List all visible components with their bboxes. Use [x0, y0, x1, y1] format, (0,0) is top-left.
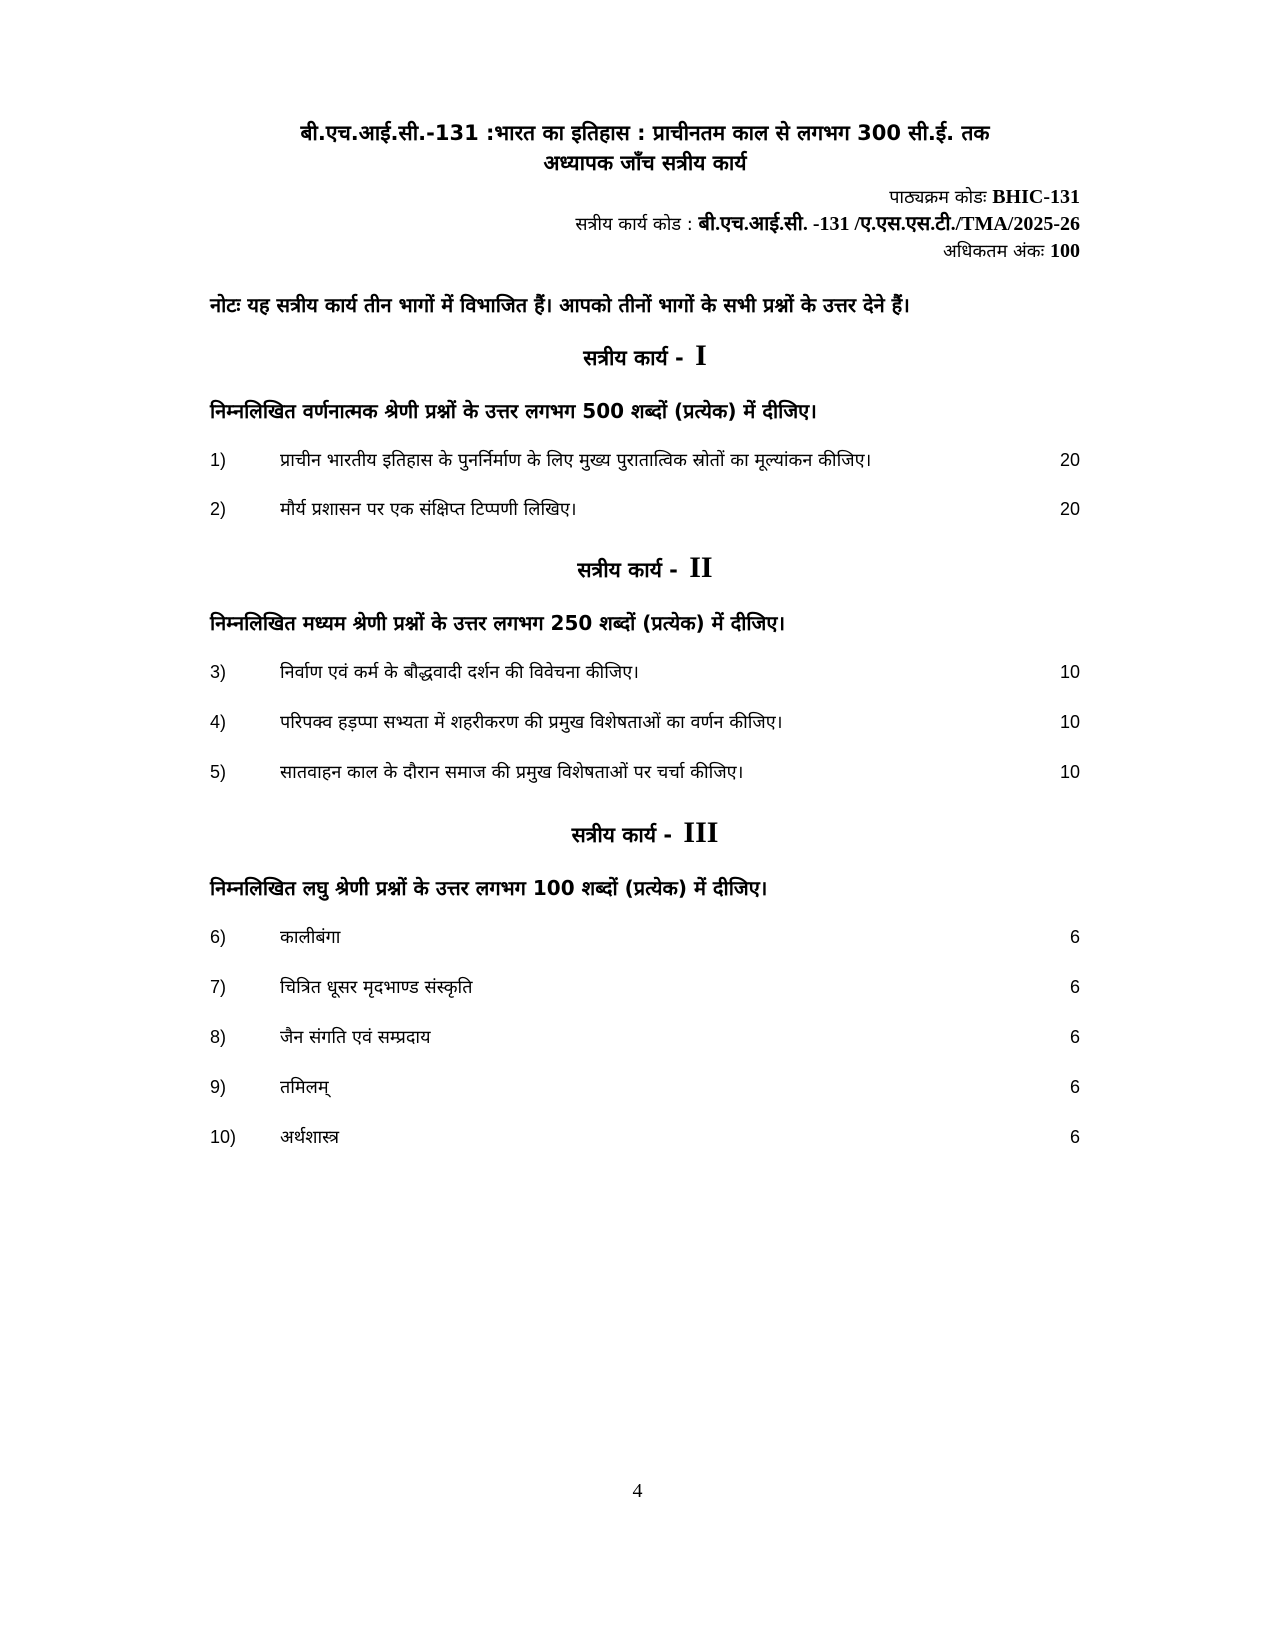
assignment-code: बी.एच.आई.सी. -131 /ए.एस.एस.टी./TMA/2025-26: [698, 213, 1080, 235]
section-heading: [210, 551, 1080, 587]
question-number: 10): [210, 1127, 237, 1147]
question-text: तमिलम्: [280, 1077, 329, 1098]
question-text: चित्रित धूसर मृदभाण्ड संस्कृति: [280, 977, 473, 998]
section-numeral: I: [695, 339, 707, 372]
section-3: [210, 816, 1080, 1151]
section-2: [210, 551, 1080, 786]
question-item: [210, 659, 1080, 686]
document-subtitle: अध्यापक जाँच सत्रीय कार्य: [543, 151, 747, 175]
section-instruction: निम्नलिखित लघु श्रेणी प्रश्नों के उत्तर लगभग 100 शब्दों (प्रत्येक) में दीजिए।: [210, 876, 768, 900]
document-page: [210, 118, 1080, 1151]
question-text: सातवाहन काल के दौरान समाज की प्रमुख विशेषताओं पर चर्चा कीजिए।: [280, 762, 744, 783]
question-item: [210, 1074, 1080, 1101]
question-item: [210, 924, 1080, 951]
page-number: 4: [632, 1480, 643, 1502]
question-number: 5): [210, 762, 227, 782]
document-title: बी.एच.आई.सी.-131 :भारत का इतिहास : प्राचीनतम काल से लगभग 300 सी.ई. तक: [300, 121, 990, 145]
section-instruction: निम्नलिखित मध्यम श्रेणी प्रश्नों के उत्तर लगभग 250 शब्दों (प्रत्येक) में दीजिए।: [210, 611, 786, 635]
question-number: 2): [210, 499, 227, 519]
question-number: 4): [210, 712, 227, 732]
question-marks: 10: [1059, 712, 1080, 732]
question-number: 7): [210, 977, 227, 997]
section-heading: [210, 816, 1080, 852]
question-marks: 6: [1069, 1027, 1080, 1047]
question-number: 9): [210, 1077, 227, 1097]
assignment-code-label: सत्रीय कार्य कोड :: [575, 214, 693, 235]
question-text: प्राचीन भारतीय इतिहास के पुनर्निर्माण के लिए मुख्य पुरातात्विक स्रोतों का मूल्यांकन कीजिए।: [280, 450, 872, 471]
question-item: [210, 496, 1080, 523]
section-heading-label: सत्रीय कार्य -: [571, 823, 673, 847]
section-numeral: II: [689, 551, 713, 584]
question-item: [210, 974, 1080, 1001]
question-marks: 20: [1059, 499, 1080, 519]
max-marks-label: अधिकतम अंकः: [943, 241, 1045, 262]
course-code-label: पाठ्यक्रम कोडः: [889, 187, 987, 208]
question-item: [210, 1124, 1080, 1151]
question-text: मौर्य प्रशासन पर एक संक्षिप्त टिप्पणी लिखिए।: [280, 499, 577, 520]
question-marks: 10: [1059, 662, 1080, 682]
section-heading-label: सत्रीय कार्य -: [577, 558, 678, 582]
question-item: [210, 447, 1080, 474]
question-number: 8): [210, 1027, 227, 1047]
section-heading-label: सत्रीय कार्य -: [583, 346, 684, 370]
question-item: [210, 1024, 1080, 1051]
question-marks: 6: [1069, 977, 1080, 997]
question-text: निर्वाण एवं कर्म के बौद्धवादी दर्शन की विवेचना कीजिए।: [280, 662, 640, 683]
question-text: जैन संगति एवं सम्प्रदाय: [280, 1027, 431, 1048]
instructions-note: नोटः यह सत्रीय कार्य तीन भागों में विभाजित हैं। आपको तीनों भागों के सभी प्रश्नों के उत्तर देने हैं।: [210, 293, 910, 317]
question-text: परिपक्व हड़प्पा सभ्यता में शहरीकरण की प्रमुख विशेषताओं का वर्णन कीजिए।: [280, 712, 783, 733]
section-instruction: निम्नलिखित वर्णनात्मक श्रेणी प्रश्नों के उत्तर लगभग 500 शब्दों (प्रत्येक) में दीजिए।: [210, 399, 817, 423]
assignment-code-line: [210, 211, 1080, 238]
section-numeral: III: [683, 816, 719, 849]
question-text: कालीबंगा: [280, 927, 341, 948]
question-marks: 10: [1059, 762, 1080, 782]
section-1: [210, 339, 1080, 523]
question-marks: 6: [1069, 1127, 1080, 1147]
question-number: 6): [210, 927, 227, 947]
question-number: 3): [210, 662, 227, 682]
question-marks: 6: [1069, 927, 1080, 947]
course-code-line: [210, 184, 1080, 211]
question-item: [210, 759, 1080, 786]
course-code: BHIC-131: [992, 186, 1080, 208]
question-item: [210, 709, 1080, 736]
document-meta: [210, 184, 1080, 265]
question-marks: 20: [1059, 450, 1080, 470]
question-marks: 6: [1069, 1077, 1080, 1097]
question-number: 1): [210, 450, 227, 470]
question-text: अर्थशास्त्र: [280, 1127, 340, 1148]
max-marks: 100: [1050, 240, 1080, 262]
max-marks-line: [210, 238, 1080, 265]
section-heading: [210, 339, 1080, 375]
